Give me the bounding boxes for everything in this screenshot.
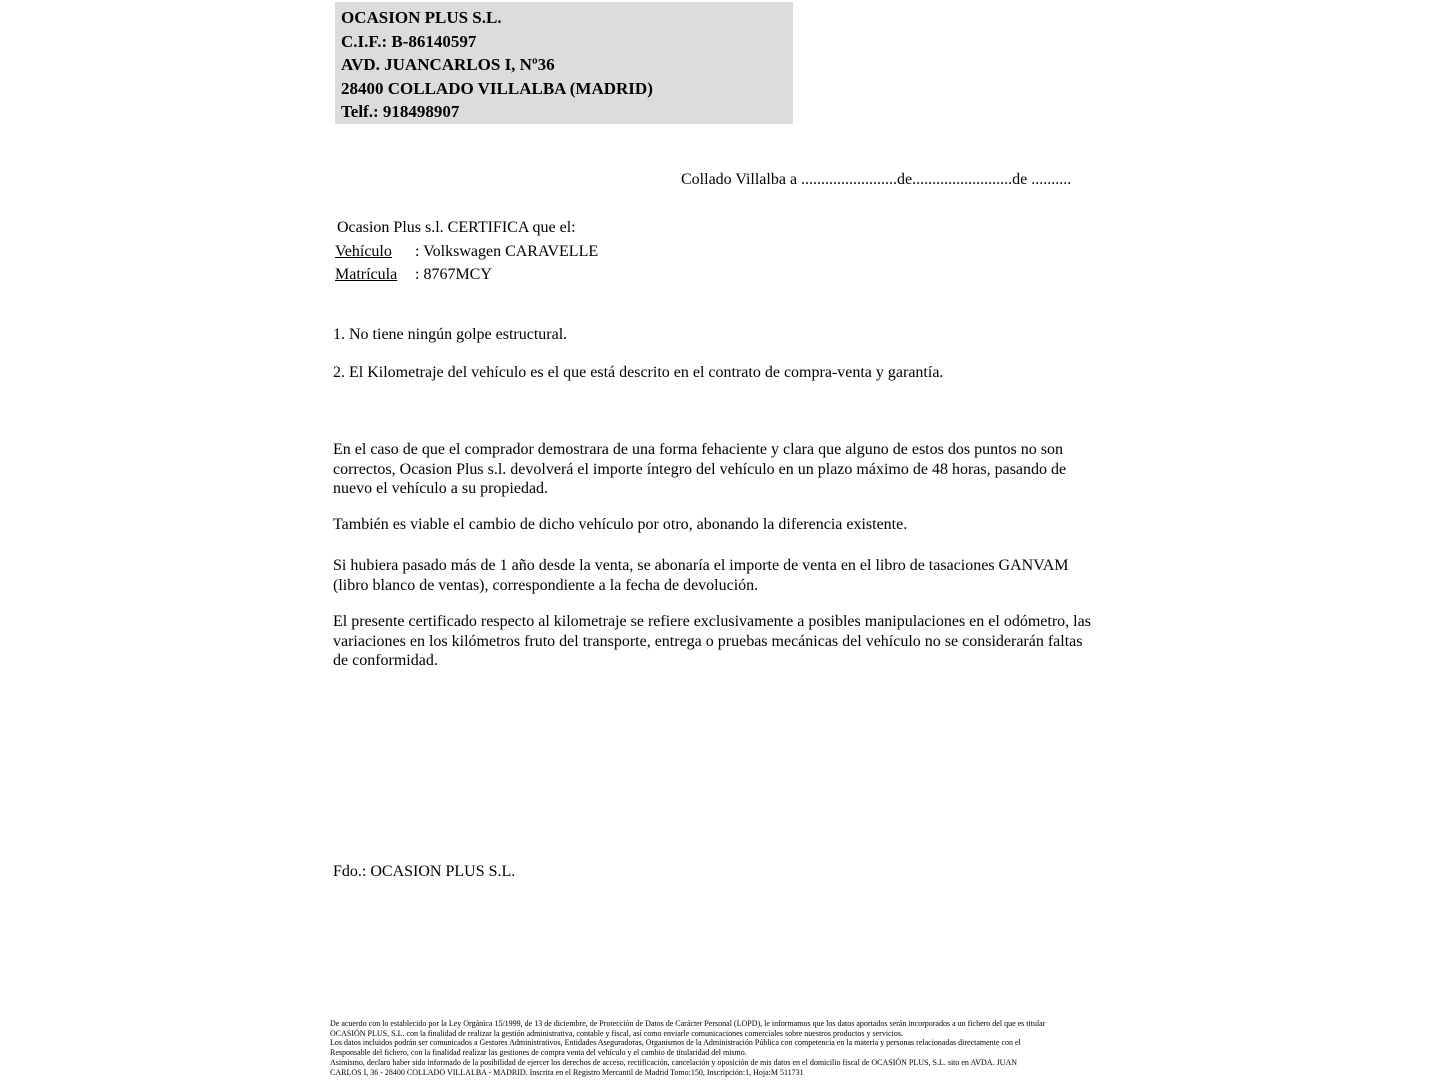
company-header-box (335, 2, 793, 124)
vehicle-value: Volkswagen CARAVELLE (423, 242, 599, 260)
plate-value: 8767MCY (423, 266, 492, 283)
company-cif: C.I.F.: B-86140597 (341, 31, 477, 51)
company-address: AVD. JUANCARLOS I, Nº36 (341, 55, 555, 75)
plate-row (335, 263, 598, 287)
vehicle-separator: : (415, 242, 424, 260)
legal-line: CARLOS I, 36 - 28400 COLLADO VILLALBA - MADRID. Inscrita en el Registro Mercantil de Madrid Tomo:150, Inscripción:1, Hoja:M 511731 (330, 1067, 804, 1077)
legal-line: Responsable del fichero, con la finalidad realizar las gestiones de compra venta del vehículo y el cambio de titularidad del mismo. (330, 1048, 747, 1058)
company-phone: Telf.: 918498907 (341, 102, 460, 122)
plate-separator: : (415, 266, 424, 283)
legal-line: Los datos incluidos podrán ser comunicados a Gestores Administrativos, Entidades Aseguradoras, Organismos de la Administración Pública con competencia en la materia y personas relacionadas directamente con el (330, 1038, 1021, 1048)
legal-line: Asimismo, declaro haber sido informado de la posibilidad de ejercer los derechos de acceso, rectificación, cancelación y oposición de mis datos en el domicilio fiscal de OCASIÓN PLUS, S.L. sito en AVDA. JUAN (330, 1057, 1018, 1067)
legal-line: OCASIÓN PLUS, S.L. con la finalidad de realizar la gestión administrativa, contable y fiscal, así como enviarle comunicaciones comerciales sobre nuestros productos y servicios. (330, 1028, 903, 1038)
signature-line: Fdo.: OCASION PLUS S.L. (333, 863, 516, 880)
certificate-intro: Ocasion Plus s.l. CERTIFICA que el: (337, 219, 576, 236)
plate-label: Matrícula (335, 266, 398, 283)
vehicle-label: Vehículo (335, 242, 392, 260)
certificate-block (335, 216, 598, 287)
legal-line: De acuerdo con lo establecido por la Ley Orgánica 15/1999, de 13 de diciembre, de Protección de Datos de Carácter Personal (LOPD), le informamos que los datos aportados serán incorporados a un fichero del que es titular (330, 1019, 1046, 1028)
certificate-point-1: 1. No tiene ningún golpe estructural. (333, 326, 568, 343)
ganvam-paragraph: Si hubiera pasado más de 1 año desde la venta, se abonaría el importe de venta en el libro de tasaciones GANVAM (libro blanco de ventas), correspondiente a la fecha de devolución. (333, 557, 1069, 594)
odometer-paragraph: El presente certificado respecto al kilometraje se refiere exclusivamente a posibles manipulaciones en el odómetro, las variaciones en los kilómetros fruto del transporte, entrega o pruebas mecánicas del vehículo no se considerarán faltas de conformidad. (333, 613, 1091, 669)
vehicle-row (335, 240, 598, 264)
refund-paragraph: En el caso de que el comprador demostrara de una forma fehaciente y clara que alguno de estos dos puntos no son correctos, Ocasion Plus s.l. devolverá el importe íntegro del vehículo en un plazo máximo de 48 horas, pasando de nuevo el vehículo a su propiedad. (333, 441, 1067, 497)
company-city: 28400 COLLADO VILLALBA (MADRID) (341, 78, 653, 98)
company-name: OCASION PLUS S.L. (341, 8, 502, 27)
legal-footer (330, 1019, 1120, 1077)
exchange-paragraph: También es viable el cambio de dicho vehículo por otro, abonando la diferencia existente. (333, 516, 908, 533)
certificate-point-2: 2. El Kilometraje del vehículo es el que está descrito en el contrato de compra-venta y garantía. (333, 364, 944, 381)
date-line: Collado Villalba a ........................de.........................de .......... (681, 171, 1072, 188)
